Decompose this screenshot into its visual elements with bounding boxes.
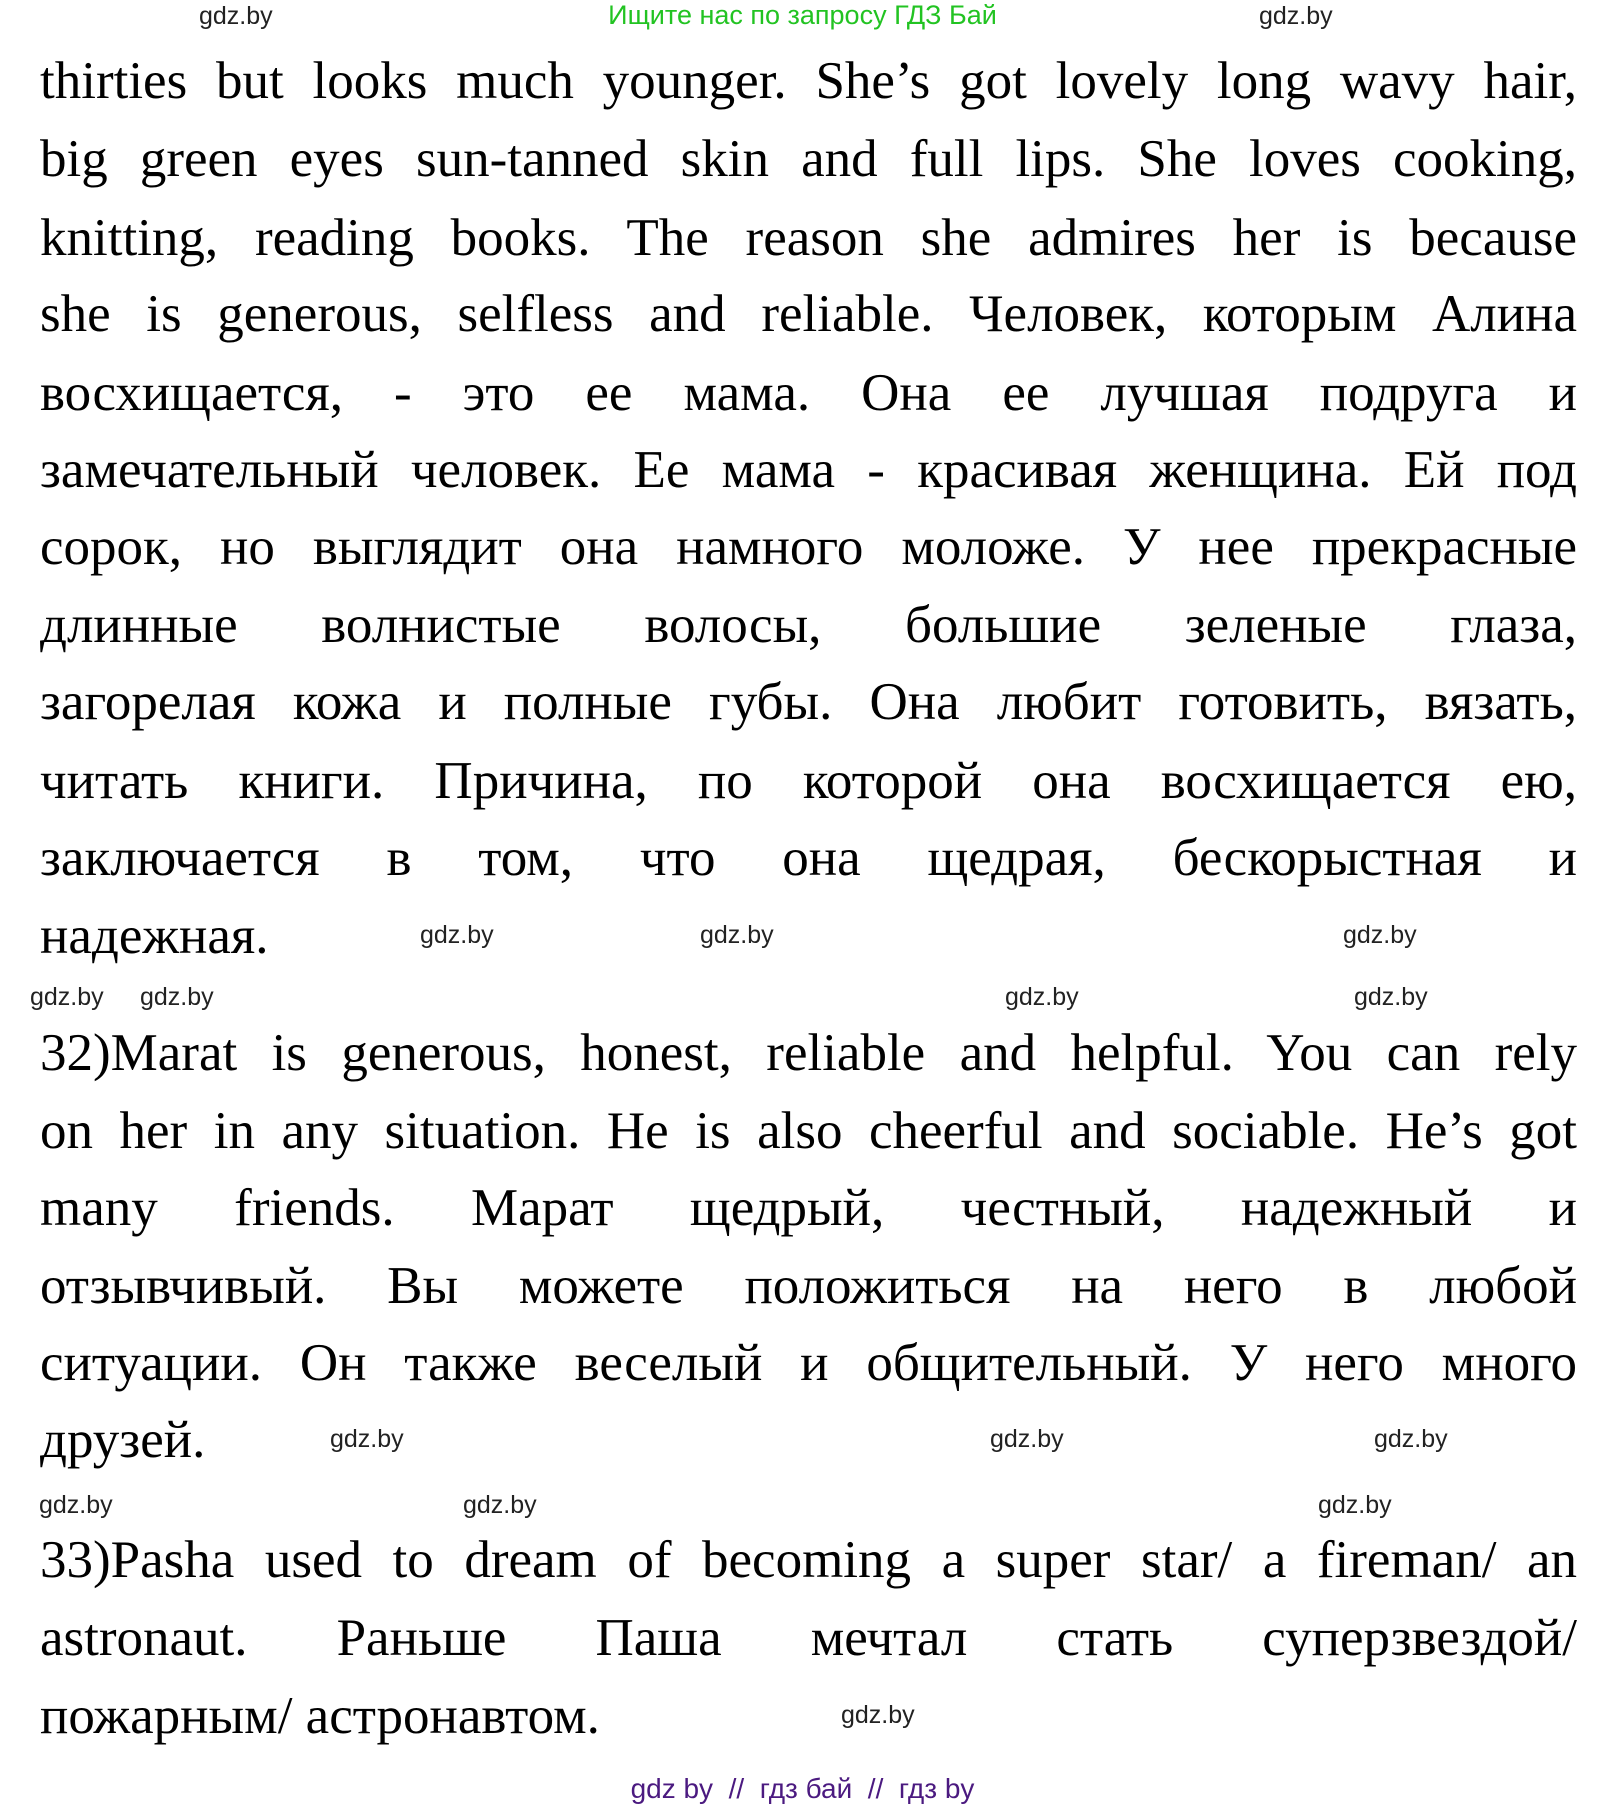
text-line: длинные волнистые волосы, большие зеленые глаза, <box>40 596 1577 654</box>
text-line: astronaut. Раньше Паша мечтал стать суперзвездой/ <box>40 1609 1577 1667</box>
watermark: gdz.by <box>1374 1425 1448 1453</box>
text-line: 32)Marat is generous, honest, reliable and helpful. You can rely <box>40 1024 1577 1082</box>
text-line: замечательный человек. Ее мама - красивая женщина. Ей под <box>40 441 1577 499</box>
text-line: many friends. Марат щедрый, честный, надежный и <box>40 1179 1577 1237</box>
text-line: 33)Pasha used to dream of becoming a super star/ a fireman/ an <box>40 1531 1577 1589</box>
text-line: thirties but looks much younger. She’s got lovely long wavy hair, <box>40 52 1577 110</box>
text-line: on her in any situation. He is also cheerful and sociable. He’s got <box>40 1102 1577 1160</box>
watermark: gdz.by <box>420 921 494 949</box>
text-line: друзей. <box>40 1411 206 1469</box>
watermark: gdz.by <box>30 983 104 1011</box>
text-line: knitting, reading books. The reason she admires her is because <box>40 209 1577 267</box>
watermark: gdz.by <box>1354 983 1428 1011</box>
watermark: gdz.by <box>841 1701 915 1729</box>
text-line: загорелая кожа и полные губы. Она любит готовить, вязать, <box>40 673 1577 731</box>
footer-links: gdz by // гдз бай // гдз by <box>630 1773 975 1804</box>
watermark: gdz.by <box>1318 1491 1392 1519</box>
watermark: gdz.by <box>1343 921 1417 949</box>
text-line: читать книги. Причина, по которой она восхищается ею, <box>40 752 1577 810</box>
header-banner: Ищите нас по запросу ГДЗ Бай <box>608 0 997 30</box>
watermark: gdz.by <box>1005 983 1079 1011</box>
watermark: gdz.by <box>1259 2 1333 30</box>
text-line: пожарным/ астронавтом. <box>40 1687 600 1745</box>
text-line: надежная. <box>40 907 269 965</box>
text-line: she is generous, selfless and reliable. Человек, которым Алина <box>40 285 1577 343</box>
watermark: gdz.by <box>330 1425 404 1453</box>
watermark: gdz.by <box>140 983 214 1011</box>
text-line: big green eyes sun-tanned skin and full lips. She loves cooking, <box>40 130 1577 188</box>
watermark: gdz.by <box>700 921 774 949</box>
text-line: сорок, но выглядит она намного моложе. У нее прекрасные <box>40 518 1577 576</box>
watermark: gdz.by <box>463 1491 537 1519</box>
text-line: отзывчивый. Вы можете положиться на него в любой <box>40 1257 1577 1315</box>
text-line: ситуации. Он также веселый и общительный. У него много <box>40 1334 1577 1392</box>
watermark: gdz.by <box>199 2 273 30</box>
text-line: заключается в том, что она щедрая, бескорыстная и <box>40 829 1577 887</box>
text-line: восхищается, - это ее мама. Она ее лучшая подруга и <box>40 364 1577 422</box>
watermark: gdz.by <box>990 1425 1064 1453</box>
watermark: gdz.by <box>39 1491 113 1519</box>
